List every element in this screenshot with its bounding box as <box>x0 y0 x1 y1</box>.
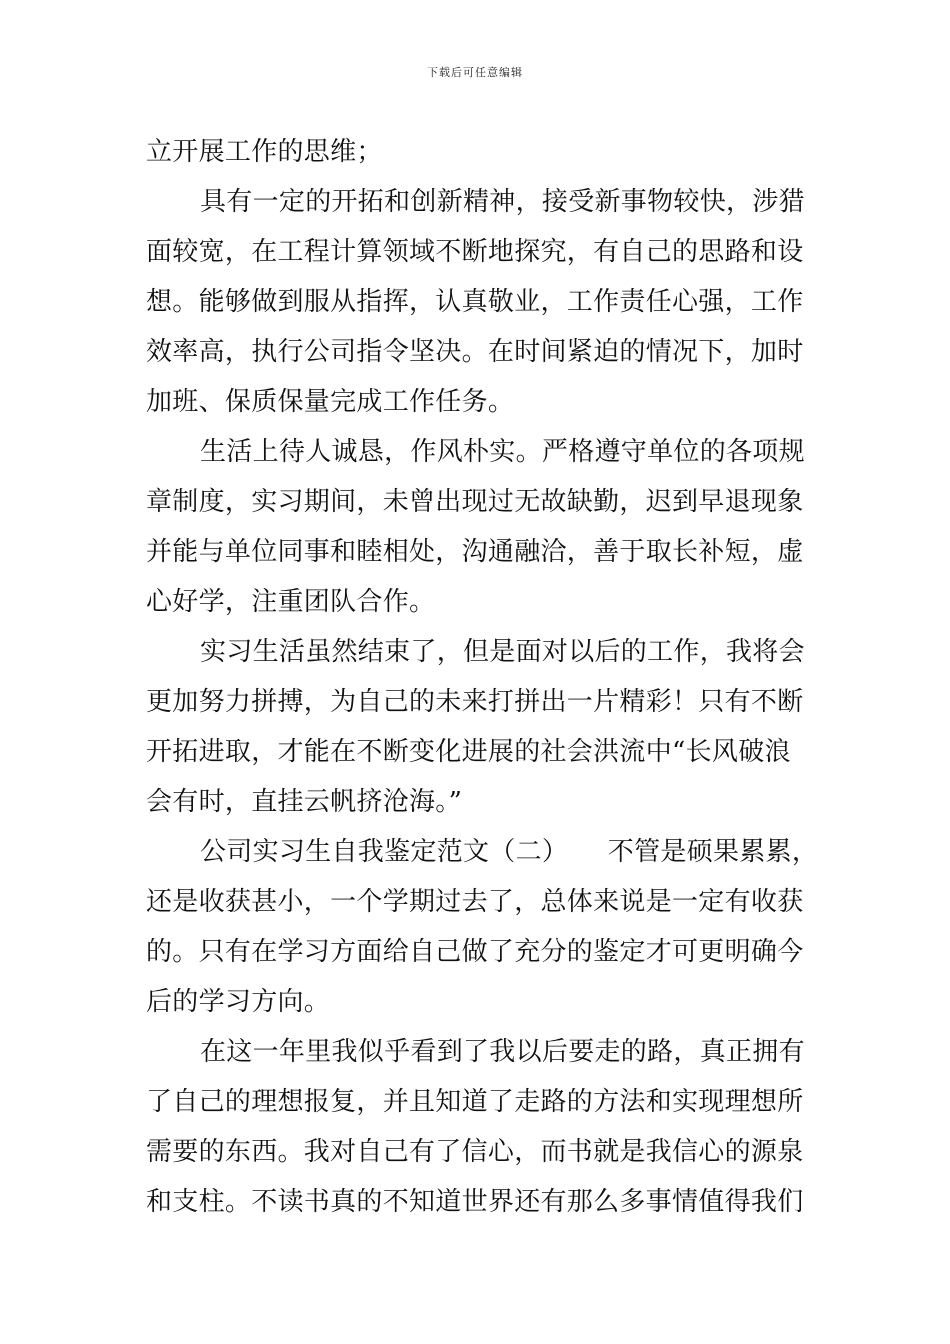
text-line: 的。只有在学习方面给自己做了充分的鉴定才可更明确今 <box>146 937 804 967</box>
page-header-note: 下载后可任意编辑 <box>427 66 523 79</box>
text-line: 在这一年里我似乎看到了我以后要走的路，真正拥有 <box>200 1037 805 1067</box>
text-line: 后的学习方向。 <box>146 987 331 1017</box>
text-line: 还是收获甚小，一个学期过去了，总体来说是一定有收获 <box>146 887 804 917</box>
text-line: 加班、保质保量完成工作任务。 <box>146 387 515 417</box>
text-line: 效率高，执行公司指令坚决。在时间紧迫的情况下，加时 <box>146 337 804 367</box>
text-line: 并能与单位同事和睦相处，沟通融洽，善于取长补短，虚 <box>146 537 804 567</box>
text-line: 想。能够做到服从指挥，认真敬业，工作责任心强，工作 <box>146 287 804 317</box>
text-line: 开拓进取，才能在不断变化进展的社会洪流中“长风破浪 <box>146 737 791 767</box>
text-line: 实习生活虽然结束了，但是面对以后的工作，我将会 <box>200 637 805 667</box>
text-line: 章制度，实习期间，未曾出现过无故缺勤，迟到早退现象 <box>146 487 804 517</box>
text-line: 了自己的理想报复，并且知道了走路的方法和实现理想所 <box>146 1087 804 1117</box>
text-line: 具有一定的开拓和创新精神，接受新事物较快，涉猎 <box>200 187 805 217</box>
text-line: 和支柱。不读书真的不知道世界还有那么多事情值得我们 <box>146 1187 804 1217</box>
text-line: 面较宽，在工程计算领域不断地探究，有自己的思路和设 <box>146 237 804 267</box>
text-line: 需要的东西。我对自己有了信心，而书就是我信心的源泉 <box>146 1137 804 1167</box>
text-line: 更加努力拼搏，为自己的未来打拼出一片精彩！只有不断 <box>146 687 804 717</box>
text-line: 心好学，注重团队合作。 <box>146 587 436 617</box>
text-line: 生活上待人诚恳，作风朴实。严格遵守单位的各项规 <box>200 437 805 467</box>
document-body <box>146 127 819 1227</box>
text-line: 立开展工作的思维； <box>146 137 383 167</box>
section-title-line: 公司实习生自我鉴定范文（二） 不管是硕果累累， <box>200 837 819 867</box>
text-line: 会有时，直挂云帆挤沧海。” <box>146 787 463 817</box>
